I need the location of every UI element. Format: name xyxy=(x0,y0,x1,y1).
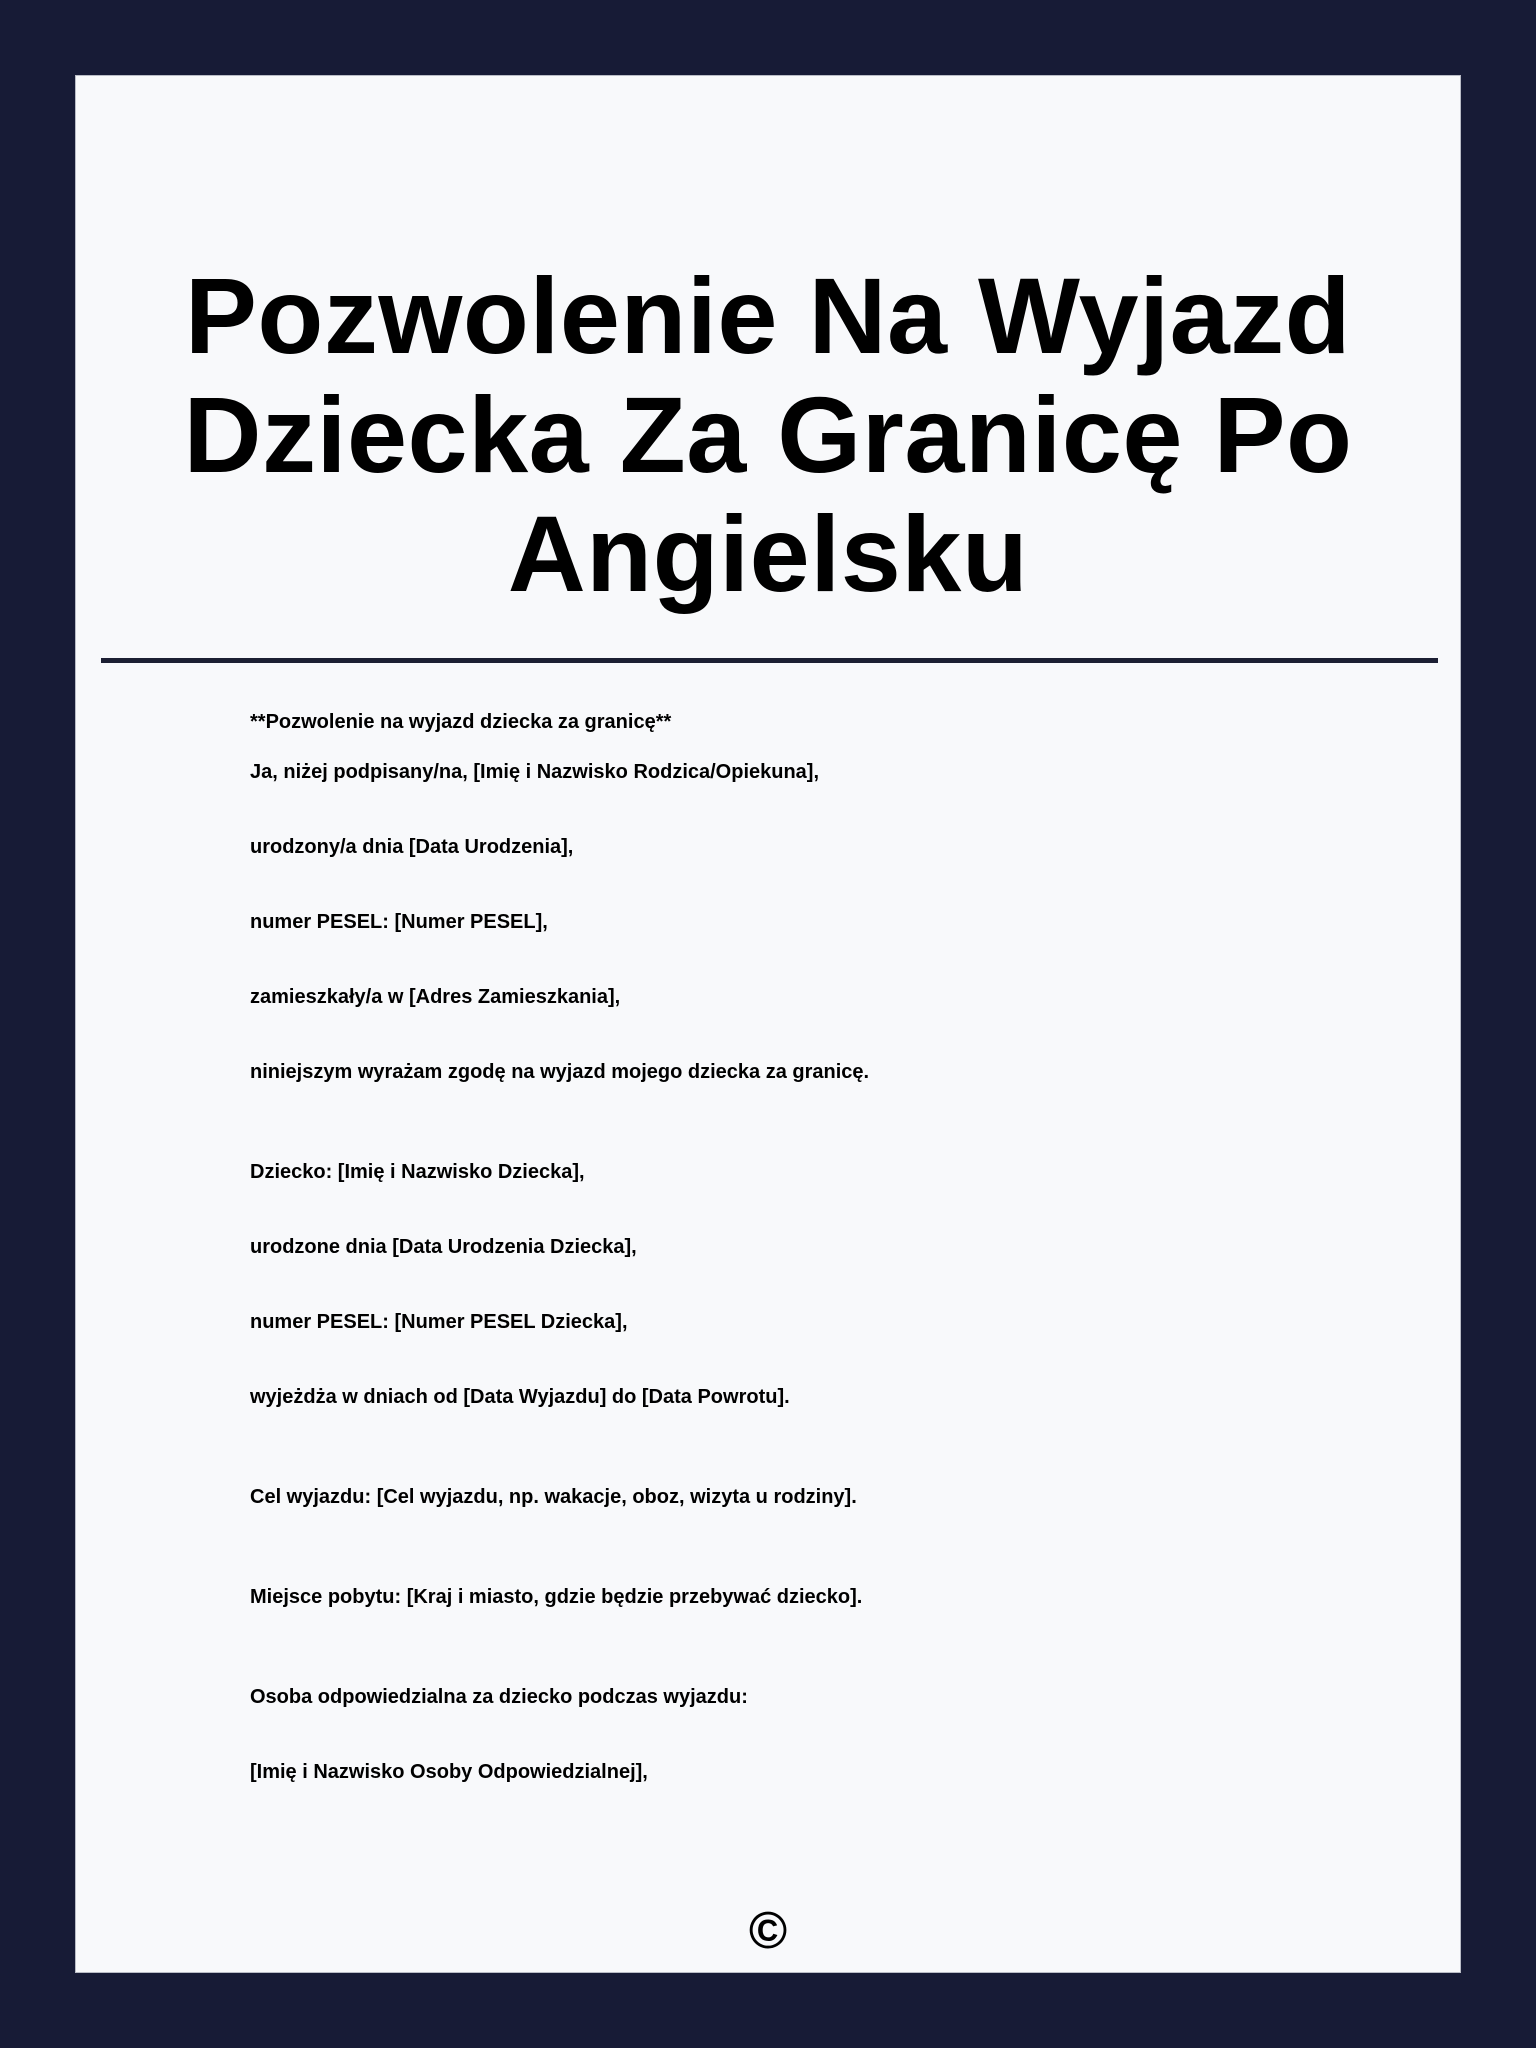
text-line: Cel wyjazdu: [Cel wyjazdu, np. wakacje, oboz, wizyta u rodziny]. xyxy=(250,1486,857,1508)
text-line: urodzone dnia [Data Urodzenia Dziecka], xyxy=(250,1236,637,1258)
document-heading: **Pozwolenie na wyjazd dziecka za granicę** xyxy=(250,711,672,733)
document-title xyxy=(76,256,1460,613)
text-line: niniejszym wyrażam zgodę na wyjazd mojego dziecka za granicę. xyxy=(250,1061,870,1083)
text-line: numer PESEL: [Numer PESEL Dziecka], xyxy=(250,1311,628,1333)
text-line: zamieszkały/a w [Adres Zamieszkania], xyxy=(250,986,621,1008)
text-line: urodzony/a dnia [Data Urodzenia], xyxy=(250,836,574,858)
title-divider xyxy=(101,658,1438,663)
text-line: Osoba odpowiedzialna za dziecko podczas wyjazdu: xyxy=(250,1686,748,1708)
text-line: Dziecko: [Imię i Nazwisko Dziecka], xyxy=(250,1161,585,1183)
title-line-3: Angielsku xyxy=(507,493,1029,614)
document-page xyxy=(75,75,1461,1973)
copyright-icon: © xyxy=(748,1902,788,1960)
text-line: numer PESEL: [Numer PESEL], xyxy=(250,911,548,933)
title-line-2: Dziecka Za Granicę Po xyxy=(183,374,1353,495)
text-line: Ja, niżej podpisany/na, [Imię i Nazwisko Rodzica/Opiekuna], xyxy=(250,761,820,783)
text-line: Miejsce pobytu: [Kraj i miasto, gdzie będzie przebywać dziecko]. xyxy=(250,1586,863,1608)
text-line: wyjeżdża w dniach od [Data Wyjazdu] do [Data Powrotu]. xyxy=(250,1386,790,1408)
title-line-1: Pozwolenie Na Wyjazd xyxy=(184,255,1352,376)
text-line: [Imię i Nazwisko Osoby Odpowiedzialnej], xyxy=(250,1761,648,1783)
